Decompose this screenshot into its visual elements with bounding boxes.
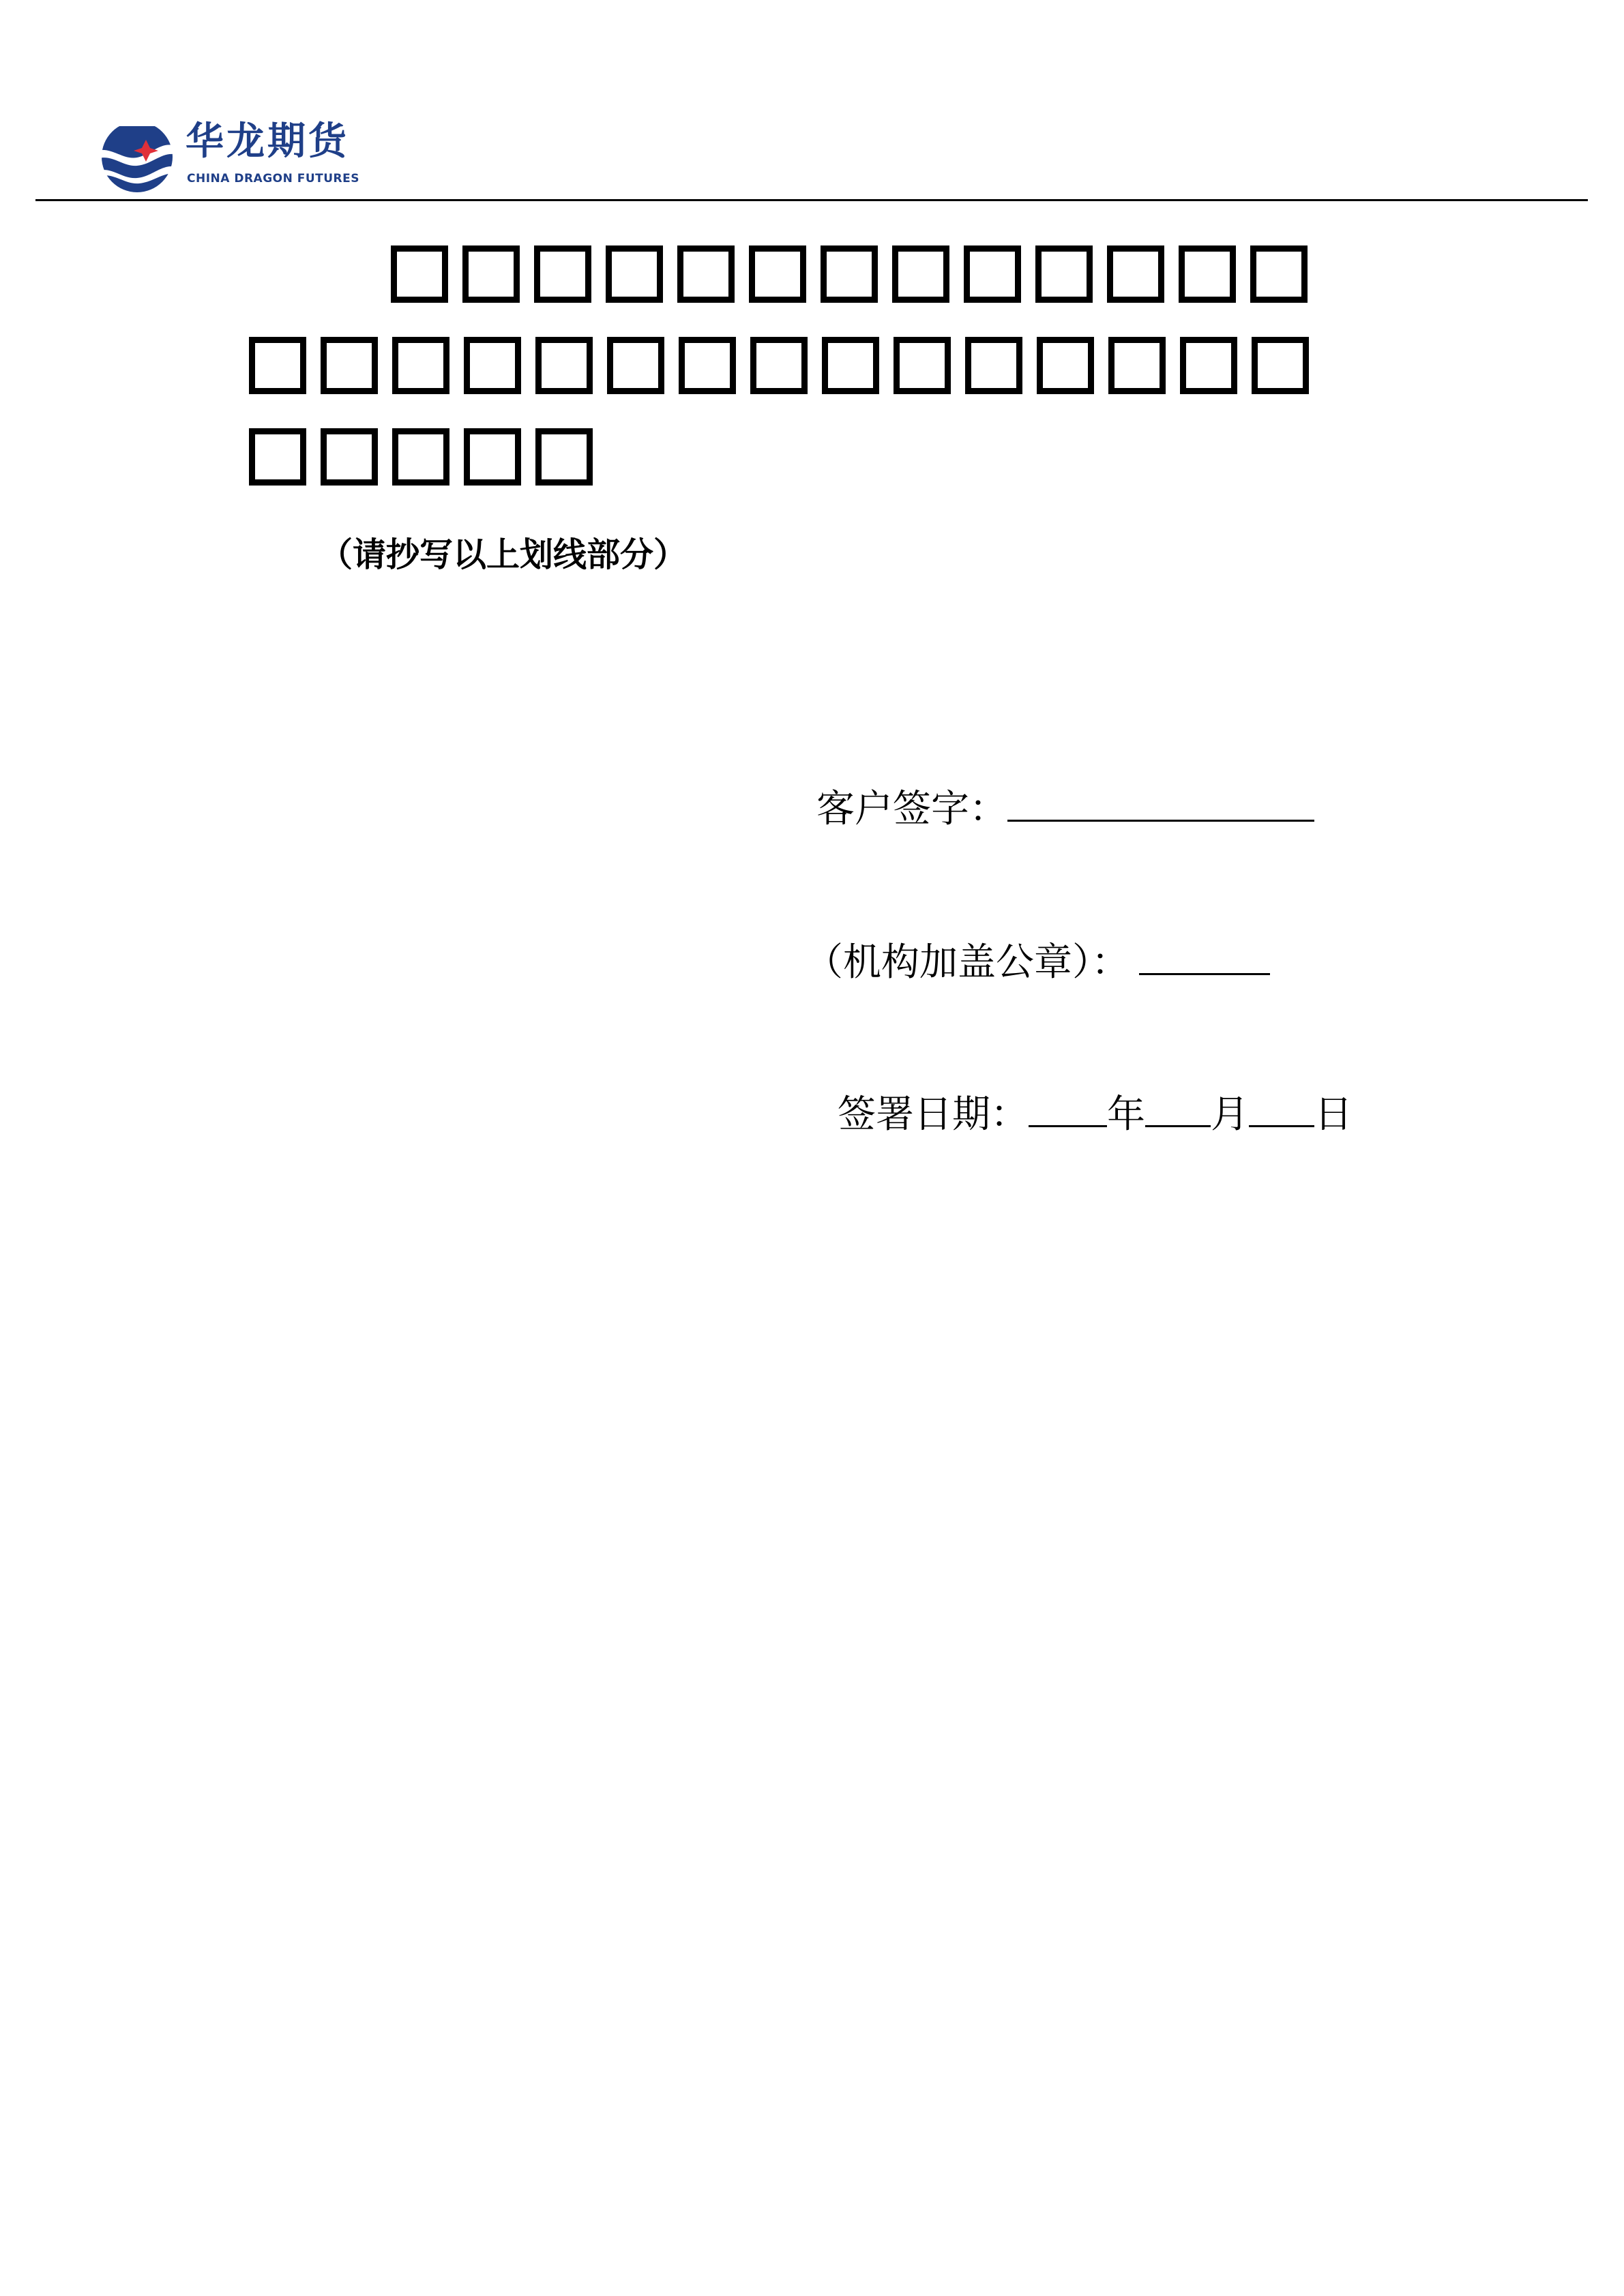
copy-box-row-2 <box>249 337 1323 401</box>
header-divider <box>35 199 1588 201</box>
copy-box[interactable] <box>391 245 448 303</box>
customer-signature-line <box>816 784 1314 832</box>
month-field[interactable] <box>1145 1090 1211 1127</box>
org-seal-line <box>805 938 1270 985</box>
brand-name-cn: 华龙期货 <box>186 119 349 164</box>
year-field[interactable] <box>1029 1090 1107 1127</box>
copy-box-row-1 <box>391 245 1322 310</box>
copy-box[interactable] <box>892 245 949 303</box>
copy-box[interactable] <box>821 245 878 303</box>
day-unit: 日 <box>1314 1092 1353 1137</box>
copy-box[interactable] <box>749 245 806 303</box>
customer-signature-label: 客户签字： <box>816 787 1007 831</box>
copy-box[interactable] <box>392 428 449 486</box>
copy-box[interactable] <box>894 337 951 394</box>
copy-box[interactable] <box>464 337 521 394</box>
copy-box[interactable] <box>964 245 1021 303</box>
copy-box[interactable] <box>321 428 378 486</box>
copy-box[interactable] <box>1108 337 1166 394</box>
copy-box[interactable] <box>606 245 663 303</box>
sign-date-label: 签署日期： <box>838 1092 1029 1137</box>
copy-box[interactable] <box>965 337 1022 394</box>
company-logo-icon <box>97 119 177 194</box>
copy-box[interactable] <box>535 428 593 486</box>
org-seal-label: （机构加盖公章）： <box>805 940 1130 985</box>
month-unit: 月 <box>1211 1092 1249 1137</box>
copy-box[interactable] <box>535 337 593 394</box>
copy-box[interactable] <box>1037 337 1094 394</box>
copy-box[interactable] <box>249 337 306 394</box>
copy-box[interactable] <box>464 428 521 486</box>
copy-box[interactable] <box>1035 245 1093 303</box>
copy-box[interactable] <box>822 337 879 394</box>
copy-box[interactable] <box>1179 245 1236 303</box>
customer-signature-field[interactable] <box>1007 784 1314 822</box>
copy-box[interactable] <box>1107 245 1164 303</box>
copy-box[interactable] <box>321 337 378 394</box>
copy-box-row-3 <box>249 428 607 492</box>
copy-box[interactable] <box>607 337 664 394</box>
copy-box[interactable] <box>1250 245 1308 303</box>
copy-box[interactable] <box>249 428 306 486</box>
copy-box[interactable] <box>1180 337 1237 394</box>
day-field[interactable] <box>1249 1090 1314 1127</box>
copy-box[interactable] <box>392 337 449 394</box>
year-unit: 年 <box>1107 1092 1145 1137</box>
copy-box[interactable] <box>534 245 591 303</box>
copy-box[interactable] <box>462 245 520 303</box>
copy-box[interactable] <box>677 245 735 303</box>
copy-instruction: （请抄写以上划线部分） <box>319 535 688 574</box>
copy-box[interactable] <box>1252 337 1309 394</box>
copy-box[interactable] <box>679 337 736 394</box>
copy-box[interactable] <box>750 337 808 394</box>
org-seal-field[interactable] <box>1139 938 1270 975</box>
brand-name-en: CHINA DRAGON FUTURES <box>187 172 360 185</box>
sign-date-line <box>838 1090 1353 1137</box>
